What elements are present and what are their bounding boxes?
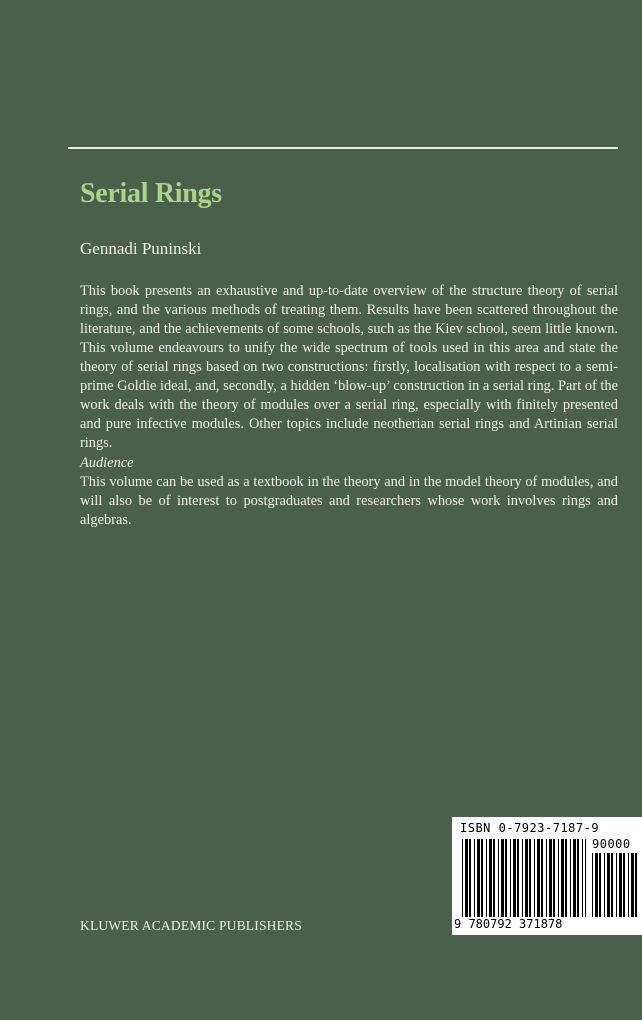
audience-text: This volume can be used as a textbook in the theory and in the model theory of modules, and will also be of interest to postgraduates and researchers whose work involves rings and algebras. bbox=[80, 474, 618, 528]
audience-heading: Audience bbox=[80, 455, 134, 471]
top-divider bbox=[68, 147, 618, 149]
isbn-number: ISBN 0-7923-7187-9 bbox=[460, 821, 600, 835]
ean-number: 9 780792 371878 bbox=[454, 917, 563, 931]
addon-barcode-bars-icon bbox=[592, 853, 640, 917]
book-description: This book presents an exhaustive and up-to-date overview of the structure theory of serial rings, and the various methods of treating them. Results have been scattered throughout the literature, and the achievements of some schools, such as the Kiev school, seem little known. This volume endeavours to unify the wide spectrum of tools used in this area and state the theory of serial rings based on two constructions: firstly, localisation with respect to a semi-prime Goldie ideal, and, secondly, a hidden ‘blow-up’ construction in a serial ring. Part of the work deals with the theory of modules over a serial ring, especially with finitely presented and pure infective modules. Other topics include neotherian serial rings and Artinian serial rings. bbox=[80, 283, 618, 451]
barcode-bars-icon bbox=[462, 839, 586, 917]
isbn-barcode bbox=[452, 817, 642, 935]
addon-price-code: 90000 bbox=[592, 837, 631, 851]
book-author: Gennadi Puninski bbox=[80, 239, 202, 258]
publisher-name: KLUWER ACADEMIC PUBLISHERS bbox=[80, 918, 302, 933]
book-title: Serial Rings bbox=[80, 178, 222, 209]
